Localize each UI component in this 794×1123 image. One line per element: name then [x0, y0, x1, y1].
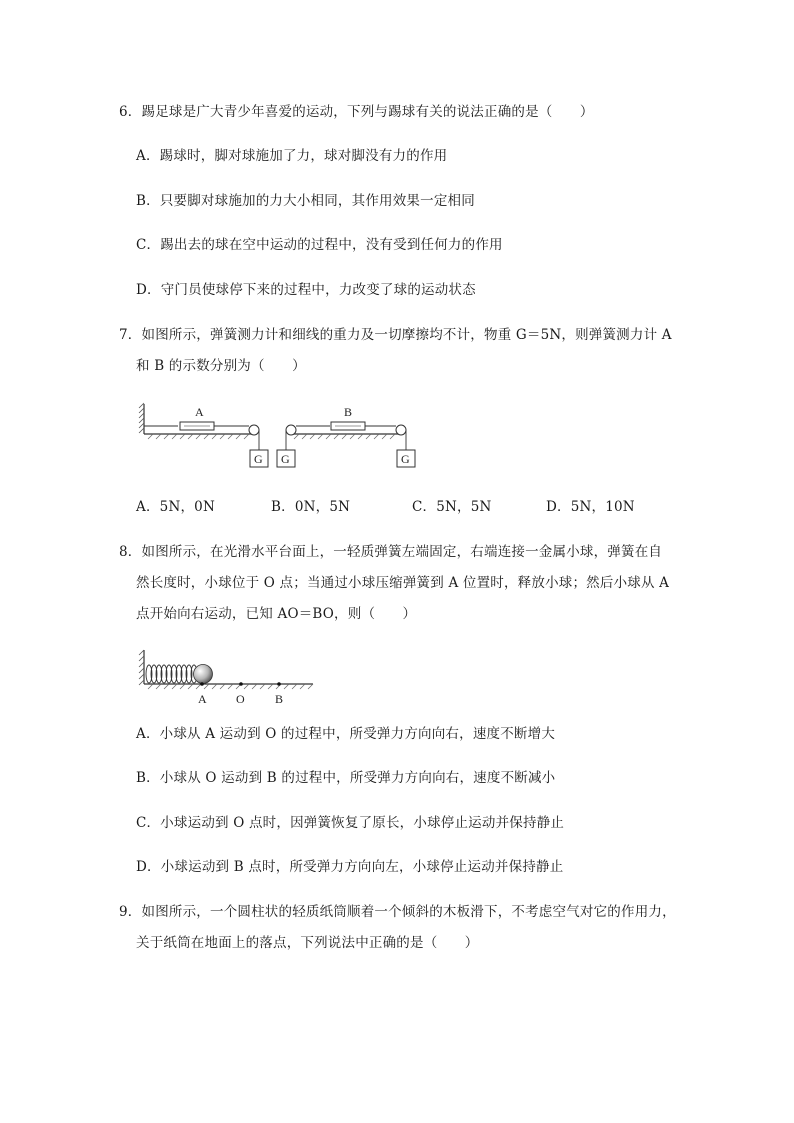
q6-option-c[interactable]: C．踢出去的球在空中运动的过程中，没有受到任何力的作用	[136, 237, 503, 253]
q8-spring-ball-figure	[138, 646, 318, 708]
q7-option-c[interactable]: C．5N，5N	[412, 499, 492, 515]
q6-option-d[interactable]: D．守门员使球停下来的过程中，力改变了球的运动状态	[136, 282, 476, 298]
q6-option-a[interactable]: A．踢球时，脚对球施加了力，球对脚没有力的作用	[136, 148, 448, 164]
q8-option-b[interactable]: B．小球从 O 运动到 B 的过程中，所受弹力方向向右，速度不断减小	[136, 770, 556, 786]
q8-stem-line3: 点开始向右运动，已知 AO＝BO，则（ ）	[136, 606, 417, 622]
q9-stem-line1: 9．如图所示，一个圆柱状的轻质纸筒顺着一个倾斜的木板滑下，不考虑空气对它的作用力，	[119, 904, 676, 920]
q8-point-b: B	[275, 692, 284, 706]
q8-stem-line2: 然长度时，小球位于 O 点；当通过小球压缩弹簧到 A 位置时，释放小球；然后小球从 A	[136, 575, 670, 591]
q8-option-c[interactable]: C．小球运动到 O 点时，因弹簧恢复了原长，小球停止运动并保持静止	[136, 815, 565, 831]
q8-point-a: A	[198, 692, 207, 706]
q7-spring-scale-figure	[138, 398, 428, 470]
q7-weight-middle: G	[281, 452, 290, 466]
q7-weight-left: G	[254, 452, 263, 466]
q8-option-d[interactable]: D．小球运动到 B 点时，所受弹力方向向左，小球停止运动并保持静止	[136, 859, 564, 875]
q7-option-d[interactable]: D．5N，10N	[546, 499, 635, 515]
q7-option-b[interactable]: B．0N，5N	[271, 499, 351, 515]
q7-label-a: A	[195, 405, 204, 419]
q7-weight-right: G	[401, 452, 410, 466]
q7-stem-line1: 7．如图所示，弹簧测力计和细线的重力及一切摩擦均不计，物重 G＝5N，则弹簧测力计 A	[119, 327, 672, 343]
q7-label-b: B	[344, 405, 353, 419]
q9-stem-line2: 关于纸筒在地面上的落点，下列说法中正确的是（ ）	[136, 935, 479, 951]
q7-stem-line2: 和 B 的示数分别为（ ）	[136, 358, 306, 374]
q6-option-b[interactable]: B．只要脚对球施加的力大小相同，其作用效果一定相同	[136, 193, 475, 209]
q7-option-a[interactable]: A．5N，0N	[136, 499, 215, 515]
q8-point-o: O	[236, 692, 245, 706]
q6-stem: 6．踢足球是广大青少年喜爱的运动，下列与踢球有关的说法正确的是（ ）	[119, 104, 594, 120]
q8-stem-line1: 8．如图所示，在光滑水平台面上，一轻质弹簧左端固定，右端连接一金属小球，弹簧在自	[119, 544, 663, 560]
q8-option-a[interactable]: A．小球从 A 运动到 O 的过程中，所受弹力方向向右，速度不断增大	[136, 726, 556, 742]
